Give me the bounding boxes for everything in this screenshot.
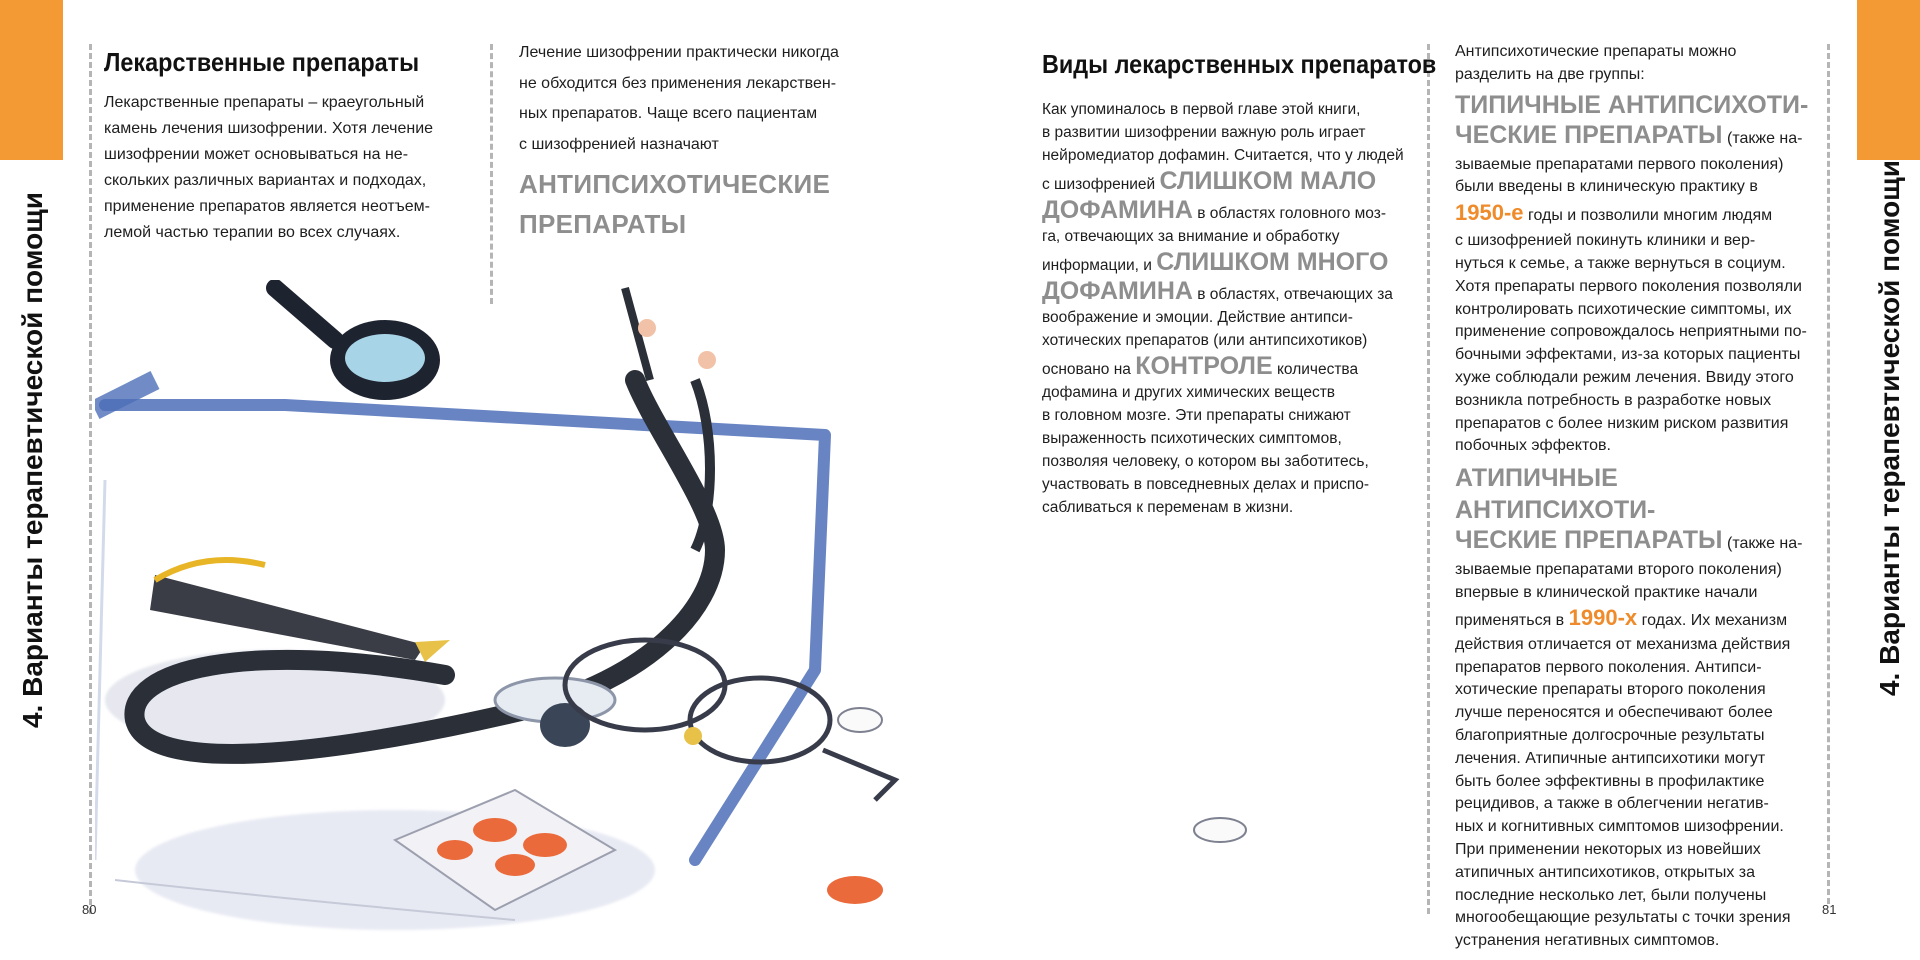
- heading-atypical: АТИПИЧНЫЕ АНТИПСИХОТИ-: [1455, 464, 1656, 525]
- col4-line: препаратов с более низким риском развития: [1455, 414, 1789, 432]
- col4-line: Хотя препараты первого поколения позволяли: [1455, 277, 1802, 295]
- fountain-pen-icon: [150, 560, 450, 662]
- year-1950s: 1950-е: [1455, 200, 1524, 226]
- col4-line: ЧЕСКИЕ ПРЕПАРАТЫ (также на-: [1455, 526, 1803, 555]
- col3-line: участвовать в повседневных делах и приспо-: [1042, 476, 1370, 493]
- col4-line: ЧЕСКИЕ ПРЕПАРАТЫ (также на-: [1455, 120, 1803, 149]
- medicine-illustration: [95, 280, 1015, 960]
- col4-line: устранения негативных симптомов.: [1455, 932, 1720, 950]
- col4-line: применение сопровождалось неприятными по-: [1455, 323, 1807, 341]
- col2-line: с шизофренией назначают: [519, 135, 719, 153]
- column-1: [104, 46, 484, 246]
- col4-line: рецидивов, а также в облегчении негатив-: [1455, 795, 1769, 813]
- col3-line: информации, и СЛИШКОМ МНОГО: [1042, 248, 1389, 276]
- highlight-antipsychotic: АНТИПСИХОТИЧЕСКИЕ: [519, 169, 831, 199]
- col1-paragraph: [104, 90, 484, 246]
- col2-line: не обходится без применения лекарствен-: [519, 74, 837, 92]
- pill-small-icon: [1190, 812, 1250, 848]
- col3-line: ДОФАМИНА в областях головного моз-: [1042, 196, 1387, 224]
- highlight-dopamine-2: ДОФАМИНА: [1042, 277, 1193, 305]
- col3-line: хотических препаратов (или антипсихотиков): [1042, 332, 1368, 349]
- col4-line: зываемые препаратами первого поколения): [1455, 155, 1784, 173]
- col3-line: в развитии шизофрении важную роль играет: [1042, 124, 1366, 141]
- col4-line: бочными эффектами, из-за которых пациенты: [1455, 346, 1801, 364]
- pill-icon: [838, 708, 882, 732]
- col4-line: разделить на две группы:: [1455, 65, 1645, 83]
- heading-atypical-cont: ЧЕСКИЕ ПРЕПАРАТЫ: [1455, 526, 1723, 555]
- left-orange-tab: [0, 0, 63, 160]
- column-2: [519, 38, 899, 244]
- col4-line: атипичных антипсихотиков, открытых за: [1455, 863, 1756, 881]
- highlight-too-little: СЛИШКОМ МАЛО: [1159, 167, 1377, 195]
- col4-line: ных и когнитивных симптомов шизофрении.: [1455, 818, 1784, 836]
- col3-line: нейромедиатор дофамин. Считается, что у людей: [1042, 147, 1404, 164]
- left-side-title: 4. Варианты терапевтической помощи: [17, 191, 48, 729]
- col4-line: нуться к семье, а также вернуться в социум.: [1455, 254, 1786, 272]
- highlight-preparations: ПРЕПАРАТЫ: [519, 209, 687, 239]
- column-3: [1042, 48, 1437, 519]
- col4-line: препаратов первого поколения. Антипси-: [1455, 658, 1762, 676]
- col4-line: быть более эффективны в профилактике: [1455, 772, 1765, 790]
- col3-line: выраженность психотических симптомов,: [1042, 430, 1342, 447]
- col1-line: применение препаратов является неотъем-: [104, 198, 430, 215]
- col3-line: позволяя человеку, о котором вы заботитесь,: [1042, 453, 1369, 470]
- col4-line: При применении некоторых из новейших: [1455, 840, 1761, 858]
- highlight-dopamine-1: ДОФАМИНА: [1042, 196, 1193, 224]
- col4-line: Антипсихотические препараты можно: [1455, 43, 1737, 60]
- divider-right-margin: [1827, 44, 1830, 904]
- col4-line: благоприятные долгосрочные результаты: [1455, 726, 1765, 744]
- section-heading-drug-types: Виды лекарственных препаратов: [1042, 49, 1437, 79]
- col3-line: Как упоминалось в первой главе этой книги,: [1042, 101, 1361, 118]
- col1-line: скольких различных вариантах и подходах,: [104, 172, 427, 189]
- divider-left-margin: [89, 44, 92, 914]
- divider-col3-col4: [1427, 44, 1430, 914]
- col3-line: сабливаться к переменам в жизни.: [1042, 499, 1294, 516]
- col4-line: с шизофренией покинуть клиники и вер-: [1455, 232, 1756, 250]
- col4-line: возникла потребность в разработке новых: [1455, 391, 1772, 409]
- col4-line: хотические препараты второго поколения: [1455, 681, 1766, 699]
- col4-line: многообещающие результаты с точки зрения: [1455, 909, 1791, 927]
- col3-line: дофамина и других химических веществ: [1042, 384, 1336, 401]
- page-number-left: 80: [82, 902, 97, 917]
- col4-line: 1950-е годы и позволили многим людям: [1455, 200, 1773, 226]
- col1-line: камень лечения шизофрении. Хотя лечение: [104, 120, 434, 137]
- heading-typical-cont: ЧЕСКИЕ ПРЕПАРАТЫ: [1455, 120, 1723, 149]
- divider-col1-col2: [490, 44, 493, 304]
- col4-line: лечения. Атипичные антипсихотики могут: [1455, 749, 1766, 767]
- col4-line: контролировать психотические симптомы, их: [1455, 300, 1792, 318]
- right-side-title: 4. Варианты терапевтической помощи: [1874, 159, 1905, 697]
- col4-line: последние несколько лет, были получены: [1455, 886, 1767, 904]
- col4-line: лучше переносятся и обеспечивают более: [1455, 704, 1773, 722]
- col4-line: действия отличается от механизма действия: [1455, 635, 1791, 653]
- right-orange-tab: [1857, 0, 1920, 160]
- col4-line: применяться в 1990-х годах. Их механизм: [1455, 604, 1788, 630]
- col3-line: воображение и эмоции. Действие антипси-: [1042, 309, 1353, 326]
- col2-line: ных препаратов. Чаще всего пациентам: [519, 105, 818, 122]
- magnifier-icon: [275, 288, 440, 400]
- col4-line: зываемые препаратами второго поколения): [1455, 561, 1782, 579]
- col4-line: хуже соблюдали режим лечения. Ввиду этого: [1455, 368, 1794, 386]
- col4-line: побочных эффектов.: [1455, 437, 1611, 455]
- heading-typical: ТИПИЧНЫЕ АНТИПСИХОТИ-: [1455, 90, 1809, 119]
- year-1990s: 1990-х: [1568, 604, 1638, 630]
- highlight-too-much: СЛИШКОМ МНОГО: [1156, 248, 1389, 276]
- pill-icon: [827, 876, 883, 904]
- col3-line: основано на КОНТРОЛЕ количества: [1042, 352, 1359, 380]
- column-4: [1455, 41, 1825, 953]
- col4-line: были введены в клиническую практику в: [1455, 178, 1758, 196]
- col4-line: впервые в клинической практике начали: [1455, 583, 1758, 601]
- col3-line: ДОФАМИНА в областях, отвечающих за: [1042, 277, 1393, 305]
- col3-line: с шизофренией СЛИШКОМ МАЛО: [1042, 167, 1377, 195]
- col3-line: га, отвечающих за внимание и обработку: [1042, 228, 1340, 245]
- col1-line: Лекарственные препараты – краеугольный: [104, 94, 425, 111]
- col3-line: в головном мозге. Эти препараты снижают: [1042, 407, 1351, 424]
- highlight-control: КОНТРОЛЕ: [1135, 352, 1273, 380]
- col1-line: шизофрении может основываться на не-: [104, 146, 409, 163]
- col1-line: лемой частью терапии во всех случаях.: [104, 224, 401, 241]
- page-number-right: 81: [1822, 902, 1837, 917]
- section-heading-drugs: Лекарственные препараты: [104, 47, 420, 77]
- col2-line: Лечение шизофрении практически никогда: [519, 44, 839, 61]
